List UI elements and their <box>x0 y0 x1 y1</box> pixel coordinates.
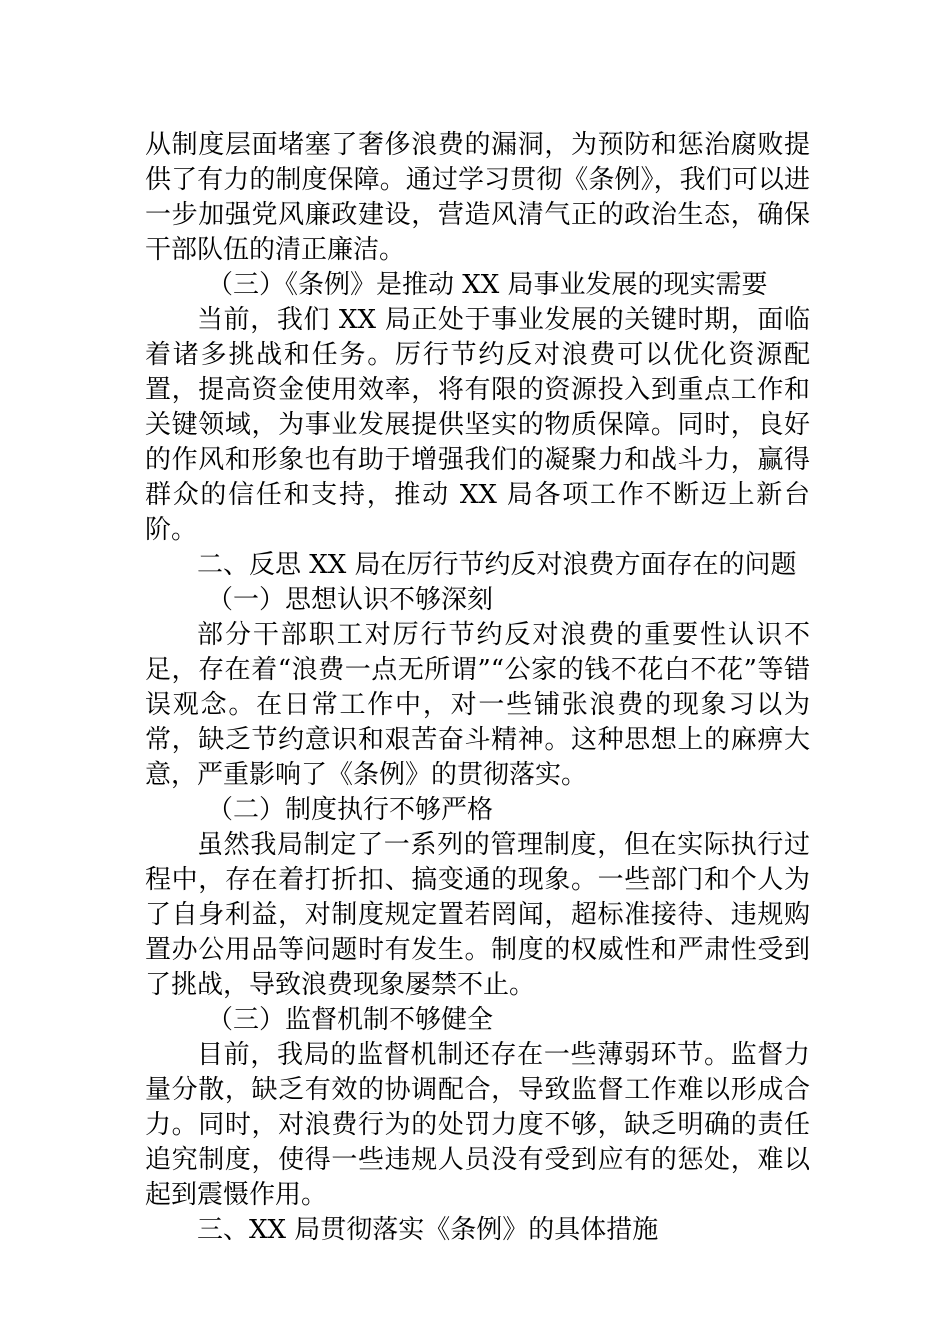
subheading-2: （二）制度执行不够严格 <box>207 795 494 825</box>
paragraph: 部分干部职工对厉行节约反对浪费的重要性认识不足，存在着“浪费一点无所谓”“公家的钱不花白不花”等错误观念。在日常工作中，对一些铺张浪费的现象习以为常，缺乏节约意识和艰苦奋斗精神。这种思想上的麻痹大意，严重影响了《条例》的贯彻落实。 <box>145 620 810 790</box>
section-heading-3: 三、XX 局贯彻落实《条例》的具体措施 <box>197 1215 659 1245</box>
paragraph-continuation: 从制度层面堵塞了奢侈浪费的漏洞，为预防和惩治腐败提供了有力的制度保障。通过学习贯彻《条例》，我们可以进一步加强党风廉政建设，营造风清气正的政治生态，确保干部队伍的清正廉洁。 <box>145 130 810 265</box>
document-body <box>145 128 810 1248</box>
paragraph: 当前，我们 XX 局正处于事业发展的关键时期，面临着诸多挑战和任务。厉行节约反对浪费可以优化资源配置，提高资金使用效率，将有限的资源投入到重点工作和关键领域，为事业发展提供坚实的物质保障。同时，良好的作风和形象也有助于增强我们的凝聚力和战斗力，赢得群众的信任和支持，推动 XX 局各项工作不断迈上新台阶。 <box>145 305 810 545</box>
subheading-3: （三）监督机制不够健全 <box>207 1005 494 1035</box>
paragraph: 目前，我局的监督机制还存在一些薄弱环节。监督力量分散，缺乏有效的协调配合，导致监督工作难以形成合力。同时，对浪费行为的处罚力度不够，缺乏明确的责任追究制度，使得一些违规人员没有受到应有的惩处，难以起到震慑作用。 <box>145 1040 810 1210</box>
paragraph: 虽然我局制定了一系列的管理制度，但在实际执行过程中，存在着打折扣、搞变通的现象。一些部门和个人为了自身利益，对制度规定置若罔闻，超标准接待、违规购置办公用品等问题时有发生。制度的权威性和严肃性受到了挑战，导致浪费现象屡禁不止。 <box>145 830 810 1000</box>
subheading-3: （三）《条例》是推动 XX 局事业发展的现实需要 <box>207 270 768 300</box>
subheading-1: （一）思想认识不够深刻 <box>207 585 494 615</box>
section-heading-2: 二、反思 XX 局在厉行节约反对浪费方面存在的问题 <box>197 550 797 580</box>
